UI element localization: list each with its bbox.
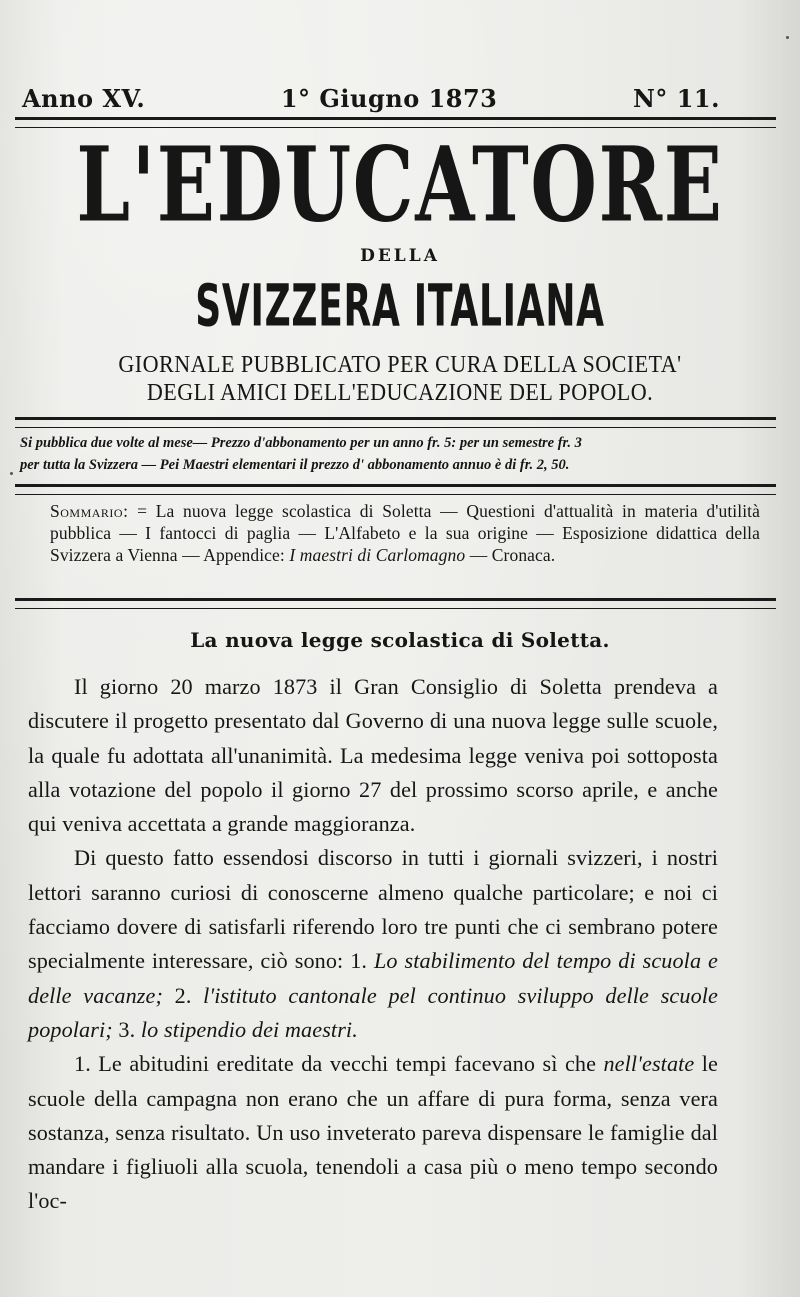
page-speck: [10, 472, 13, 475]
title-connector: DELLA: [360, 246, 440, 266]
summary-rule: [15, 598, 776, 609]
article-body: [28, 670, 718, 1219]
issue-number: N° 11.: [632, 84, 720, 113]
pricing-rule: [15, 484, 776, 495]
masthead-line: [22, 84, 720, 113]
pricing-line-1: Si pubblica due volte al mese— Prezzo d'abbonamento per un anno fr. 5: per un semestre fr. 3: [20, 435, 582, 451]
table-of-contents: [50, 500, 760, 566]
summary-italic: I maestri di Carlomagno: [289, 545, 466, 565]
paragraph-1: Il giorno 20 marzo 1873 il Gran Consiglio di Soletta prendeva a discutere il progetto presentato dal Governo di una nuova legge sulle scuole, la quale fu adottata all'unanimità. La medesima legge veniva poi sottoposta alla votazione del popolo il giorno 27 del prossimo scorso aprile, e anche qui veniva accettata a grande maggioranza.: [28, 674, 718, 837]
issue-year: Anno XV.: [22, 84, 146, 113]
page-speck: [786, 36, 789, 39]
summary-label: Sommario:: [50, 501, 129, 521]
pricing-line-2: per tutta la Svizzera — Pei Maestri elementari il prezzo d' abbonamento annuo è di fr. 2, 50.: [20, 457, 570, 473]
paragraph-3: 1. Le abitudini ereditate da vecchi tempi facevano sì che nell'estate le scuole della campagna non erano che un affare di pura forma, senza vera sostanza, senza risultato. Un uso inveterato pareva dispensare le famiglie dal mandare i figliuoli alla scuola, tenendoli a casa più o meno tempo secondo l'oc-: [28, 1051, 719, 1214]
article-title: La nuova legge scolastica di Soletta.: [190, 628, 610, 652]
pricing-notice: [20, 432, 770, 476]
title-rule: [15, 417, 776, 428]
newspaper-subtitle: SVIZZERA ITALIANA: [195, 272, 605, 340]
summary-text: = La nuova legge scolastica di Soletta — Questioni d'attualità in materia d'utilità pubblica — I fantocci di paglia — L'Alfabeto e la sua origine — Esposizione didattica della Svizzera a Vienna — Appendice:: [50, 501, 760, 565]
issue-date: 1° Giugno 1873: [280, 84, 498, 113]
paragraph-2: Di questo fatto essendosi discorso in tutti i giornali svizzeri, i nostri lettori saranno curiosi di conoscerne almeno qualche particolare; e noi ci facciamo dovere di satisfarli riferendo loro tre punti che ci sembrano potere specialmente interessare, ciò sono: 1. Lo stabilimento del tempo di scuola e delle vacanze; 2. l'istituto cantonale pel continuo sviluppo delle scuole popolari; 3. lo stipendio dei maestri.: [28, 845, 718, 1042]
newspaper-title: L'EDUCATORE: [76, 124, 724, 245]
summary-tail: — Cronaca.: [465, 545, 556, 565]
publisher-line-1: GIORNALE PUBBLICATO PER CURA DELLA SOCIETA': [118, 352, 682, 378]
publisher-line-2: DEGLI AMICI DELL'EDUCAZIONE DEL POPOLO.: [146, 380, 654, 406]
